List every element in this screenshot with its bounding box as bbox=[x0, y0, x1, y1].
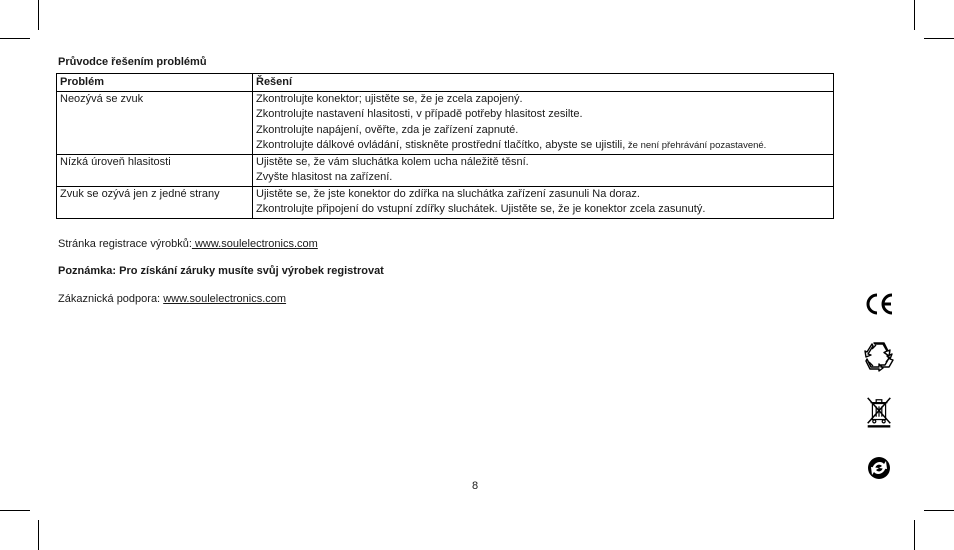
crop-mark bbox=[0, 510, 30, 511]
solution-line: Zkontrolujte připojení do vstupní zdířky sluchátek. Ujistěte se, že je konektor zcela zasunutý. bbox=[256, 203, 706, 215]
header-solution: Řešení bbox=[253, 74, 834, 92]
problem-cell: Nízká úroveň hlasitosti bbox=[57, 154, 253, 186]
section-title: Průvodce řešením problémů bbox=[58, 56, 207, 68]
solution-cell bbox=[253, 186, 834, 218]
registration-link[interactable]: www.soulelectronics.com bbox=[191, 238, 318, 250]
solution-line-main: Zkontrolujte dálkové ovládání, stiskněte prostřední tlačítko, abyste se ujistili, bbox=[256, 139, 626, 151]
solution-line: Ujistěte se, že vám sluchátka kolem ucha náležitě těsní. bbox=[256, 155, 529, 168]
crop-mark bbox=[924, 38, 954, 39]
solution-cell bbox=[253, 154, 834, 186]
support-label: Zákaznická podpora: bbox=[58, 293, 161, 305]
solution-line: Zvyšte hlasitost na zařízení. bbox=[256, 171, 393, 183]
support-link[interactable]: www.soulelectronics.com bbox=[163, 293, 287, 305]
crop-mark bbox=[924, 510, 954, 511]
table-row bbox=[57, 154, 834, 186]
crop-mark bbox=[914, 0, 915, 30]
page-number: 8 bbox=[472, 480, 479, 492]
registration-label: Stránka registrace výrobků: bbox=[58, 238, 192, 250]
support-line bbox=[58, 293, 286, 305]
solution-line: Zkontrolujte konektor; ujistěte se, že je zcela zapojený. bbox=[256, 92, 523, 105]
weee-crossed-bin-icon bbox=[863, 396, 895, 428]
solution-line: Zkontrolujte napájení, ověřte, zda je zařízení zapnuté. bbox=[256, 123, 519, 136]
green-dot-icon bbox=[863, 452, 895, 484]
solution-cell bbox=[253, 91, 834, 154]
troubleshooting-table bbox=[56, 73, 834, 219]
crop-mark bbox=[38, 520, 39, 550]
warranty-note: Poznámka: Pro získání záruky musíte svůj výrobek registrovat bbox=[58, 265, 384, 277]
registration-line bbox=[58, 238, 318, 250]
crop-mark bbox=[0, 38, 30, 39]
solution-line: Ujistěte se, že jste konektor do zdířka na sluchátka zařízení zasunuli Na doraz. bbox=[256, 187, 640, 200]
crop-mark bbox=[914, 520, 915, 550]
header-problem: Problém bbox=[57, 74, 253, 92]
solution-line-small: že není přehrávání pozastavené. bbox=[625, 140, 767, 151]
table-row bbox=[57, 186, 834, 218]
table-row bbox=[57, 91, 834, 154]
solution-line bbox=[256, 138, 830, 154]
recycle-icon bbox=[863, 340, 895, 372]
ce-mark-icon bbox=[863, 288, 895, 320]
crop-mark bbox=[38, 0, 39, 30]
problem-cell: Zvuk se ozývá jen z jedné strany bbox=[57, 186, 253, 218]
problem-cell: Neozývá se zvuk bbox=[57, 91, 253, 154]
table-header-row bbox=[57, 74, 834, 92]
solution-line: Zkontrolujte nastavení hlasitosti, v případě potřeby hlasitost zesilte. bbox=[256, 108, 583, 120]
